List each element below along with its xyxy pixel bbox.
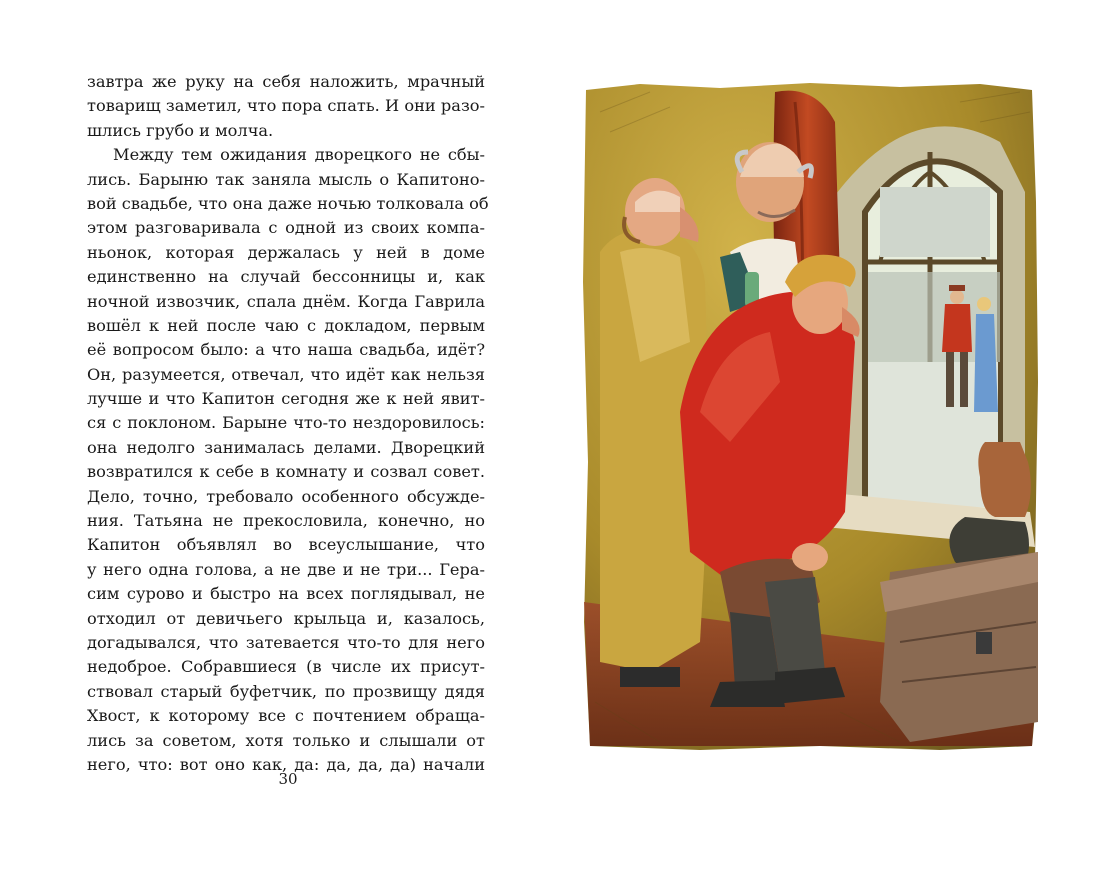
text-line: него, что: вот оно как, да: да, да, да) начали bbox=[87, 754, 485, 774]
text-line: лись. Барыню так заняла мысль о Капитоно- bbox=[87, 169, 485, 189]
illustration-drawing bbox=[580, 82, 1040, 752]
body-text bbox=[87, 70, 489, 777]
text-line: возвратился к себе в комнату и созвал совет. bbox=[87, 462, 485, 482]
chest-lock bbox=[976, 632, 992, 654]
text-line: ночной извозчик, спала днём. Когда Гаврила bbox=[87, 291, 485, 311]
text-line: у него одна голова, а не две и не три... Гера- bbox=[87, 559, 485, 579]
text-line: она недолго занималась делами. Дворецкий bbox=[87, 437, 485, 457]
text-line: ся с поклоном. Барыне что-то нездоровилось: bbox=[87, 413, 485, 433]
text-line: товарищ заметил, что пора спать. И они разо- bbox=[87, 96, 485, 116]
text-line: Дело, точно, требовало особенного обсужде- bbox=[87, 486, 485, 506]
text-line: ньонок, которая держалась у ней в доме bbox=[87, 242, 485, 262]
text-line: завтра же руку на себя наложить, мрачный bbox=[87, 72, 485, 91]
text-line: отходил от девичьего крыльца и, казалось, bbox=[87, 608, 485, 628]
text-line: недоброе. Собравшиеся (в числе их присут- bbox=[87, 657, 485, 677]
page-number: 30 bbox=[278, 770, 298, 788]
text-line: ния. Татьяна не прекословила, конечно, но bbox=[87, 511, 485, 531]
text-line: догадывался, что затевается что-то для него bbox=[87, 632, 485, 652]
jug bbox=[978, 442, 1031, 517]
text-line: её вопросом было: а что наша свадьба, идёт? bbox=[87, 340, 485, 360]
text-line: вошёл к ней после чаю с докладом, первым bbox=[87, 315, 485, 335]
text-line: Он, разумеется, отвечал, что идёт как нельзя bbox=[87, 364, 485, 384]
text-line: этом разговаривала с одной из своих компа- bbox=[87, 218, 485, 238]
illustration bbox=[580, 82, 1040, 752]
text-line: вой свадьбе, что она даже ночью толковала об bbox=[87, 193, 489, 213]
text-line: ствовал старый буфетчик, по прозвищу дядя bbox=[87, 681, 485, 701]
text-line: Между тем ожидания дворецкого не сбы- bbox=[113, 145, 485, 165]
text-line: единственно на случай бессонницы и, как bbox=[87, 267, 485, 287]
text-line: Хвост, к которому все с почтением обраща- bbox=[87, 706, 485, 726]
text-line: сим сурово и быстро на всех поглядывал, не bbox=[87, 584, 485, 604]
text-line: шлись грубо и молча. bbox=[87, 120, 274, 140]
text-line: Капитон объявлял во всеуслышание, что bbox=[87, 535, 485, 555]
text-line: лись за советом, хотя только и слышали от bbox=[87, 730, 485, 750]
outdoor-building bbox=[880, 187, 990, 257]
text-line: лучше и что Капитон сегодня же к ней явит- bbox=[87, 389, 485, 409]
